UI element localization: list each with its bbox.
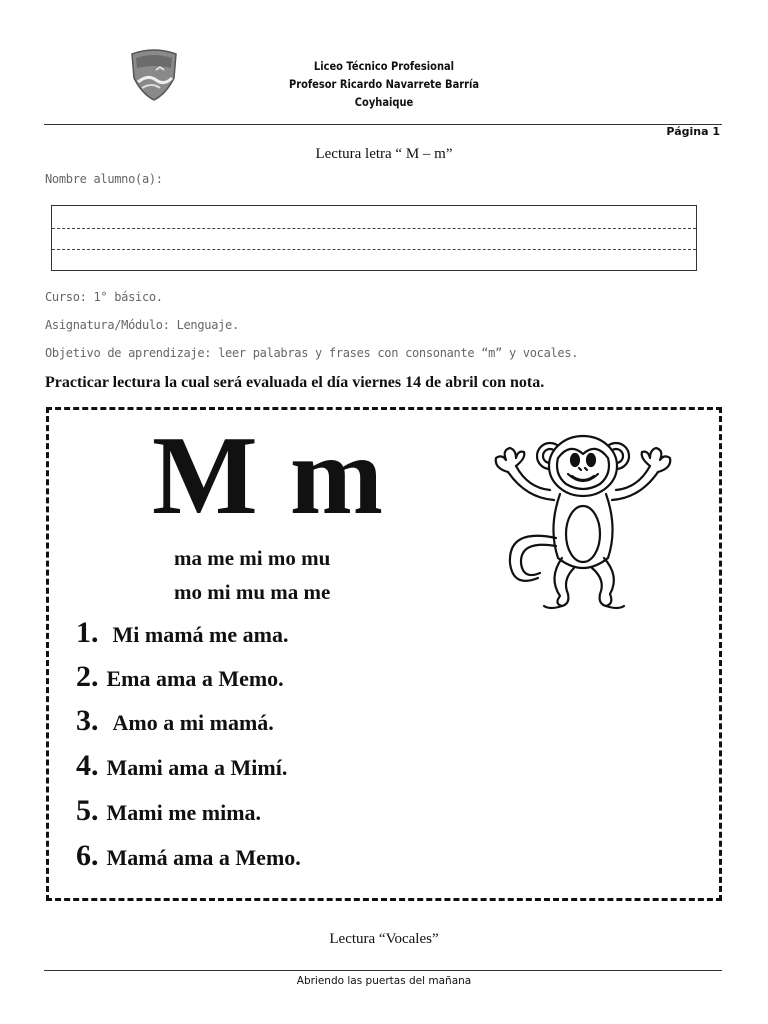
item-text: Mamá ama a Memo. <box>106 845 301 870</box>
letter-heading: M m <box>152 414 386 538</box>
reading-item <box>76 794 261 828</box>
teacher-name: Profesor Ricardo Navarrete Barría <box>288 77 480 91</box>
item-text: Ema ama a Memo. <box>106 666 284 691</box>
item-text: Mami me mima. <box>106 800 262 825</box>
header-divider <box>44 124 722 125</box>
school-header <box>0 57 768 111</box>
writing-line <box>52 249 696 250</box>
item-number: 5. <box>76 794 99 827</box>
footer-text: Abriendo las puertas del mañana <box>296 975 472 987</box>
objective-label: Objetivo de aprendizaje: leer palabras y frases con consonante “m” y vocales. <box>45 346 579 360</box>
item-number: 2. <box>76 660 99 693</box>
next-section-title: Lectura “Vocales” <box>329 931 439 947</box>
reading-item <box>76 749 287 783</box>
monkey-icon <box>488 428 678 618</box>
item-number: 4. <box>76 749 99 782</box>
footer-divider <box>44 970 722 971</box>
item-text: Mi mamá me ama. <box>112 622 289 647</box>
instruction-text: Practicar lectura la cual será evaluada el día viernes 14 de abril con nota. <box>45 374 545 391</box>
city-name: Coyhaique <box>354 95 414 109</box>
reading-item <box>76 704 274 738</box>
item-text: Mami ama a Mimí. <box>106 755 288 780</box>
reading-item <box>76 660 284 694</box>
subject-label: Asignatura/Módulo: Lenguaje. <box>45 318 239 332</box>
item-number: 6. <box>76 839 99 872</box>
syllables-line: ma me mi mo mu <box>174 546 331 570</box>
document-title: Lectura letra “ M – m” <box>315 146 453 162</box>
syllables-line: mo mi mu ma me <box>174 580 331 604</box>
page-number: Página 1 <box>666 125 720 138</box>
item-number: 3. <box>76 704 99 737</box>
item-number: 1. <box>76 616 99 649</box>
reading-item <box>76 839 301 873</box>
item-text: Amo a mi mamá. <box>112 710 274 735</box>
student-name-field[interactable] <box>51 205 697 271</box>
writing-line <box>52 228 696 229</box>
reading-item <box>76 616 288 650</box>
student-name-label: Nombre alumno(a): <box>45 172 163 186</box>
course-label: Curso: 1° básico. <box>45 290 163 304</box>
school-name: Liceo Técnico Profesional <box>313 59 455 73</box>
